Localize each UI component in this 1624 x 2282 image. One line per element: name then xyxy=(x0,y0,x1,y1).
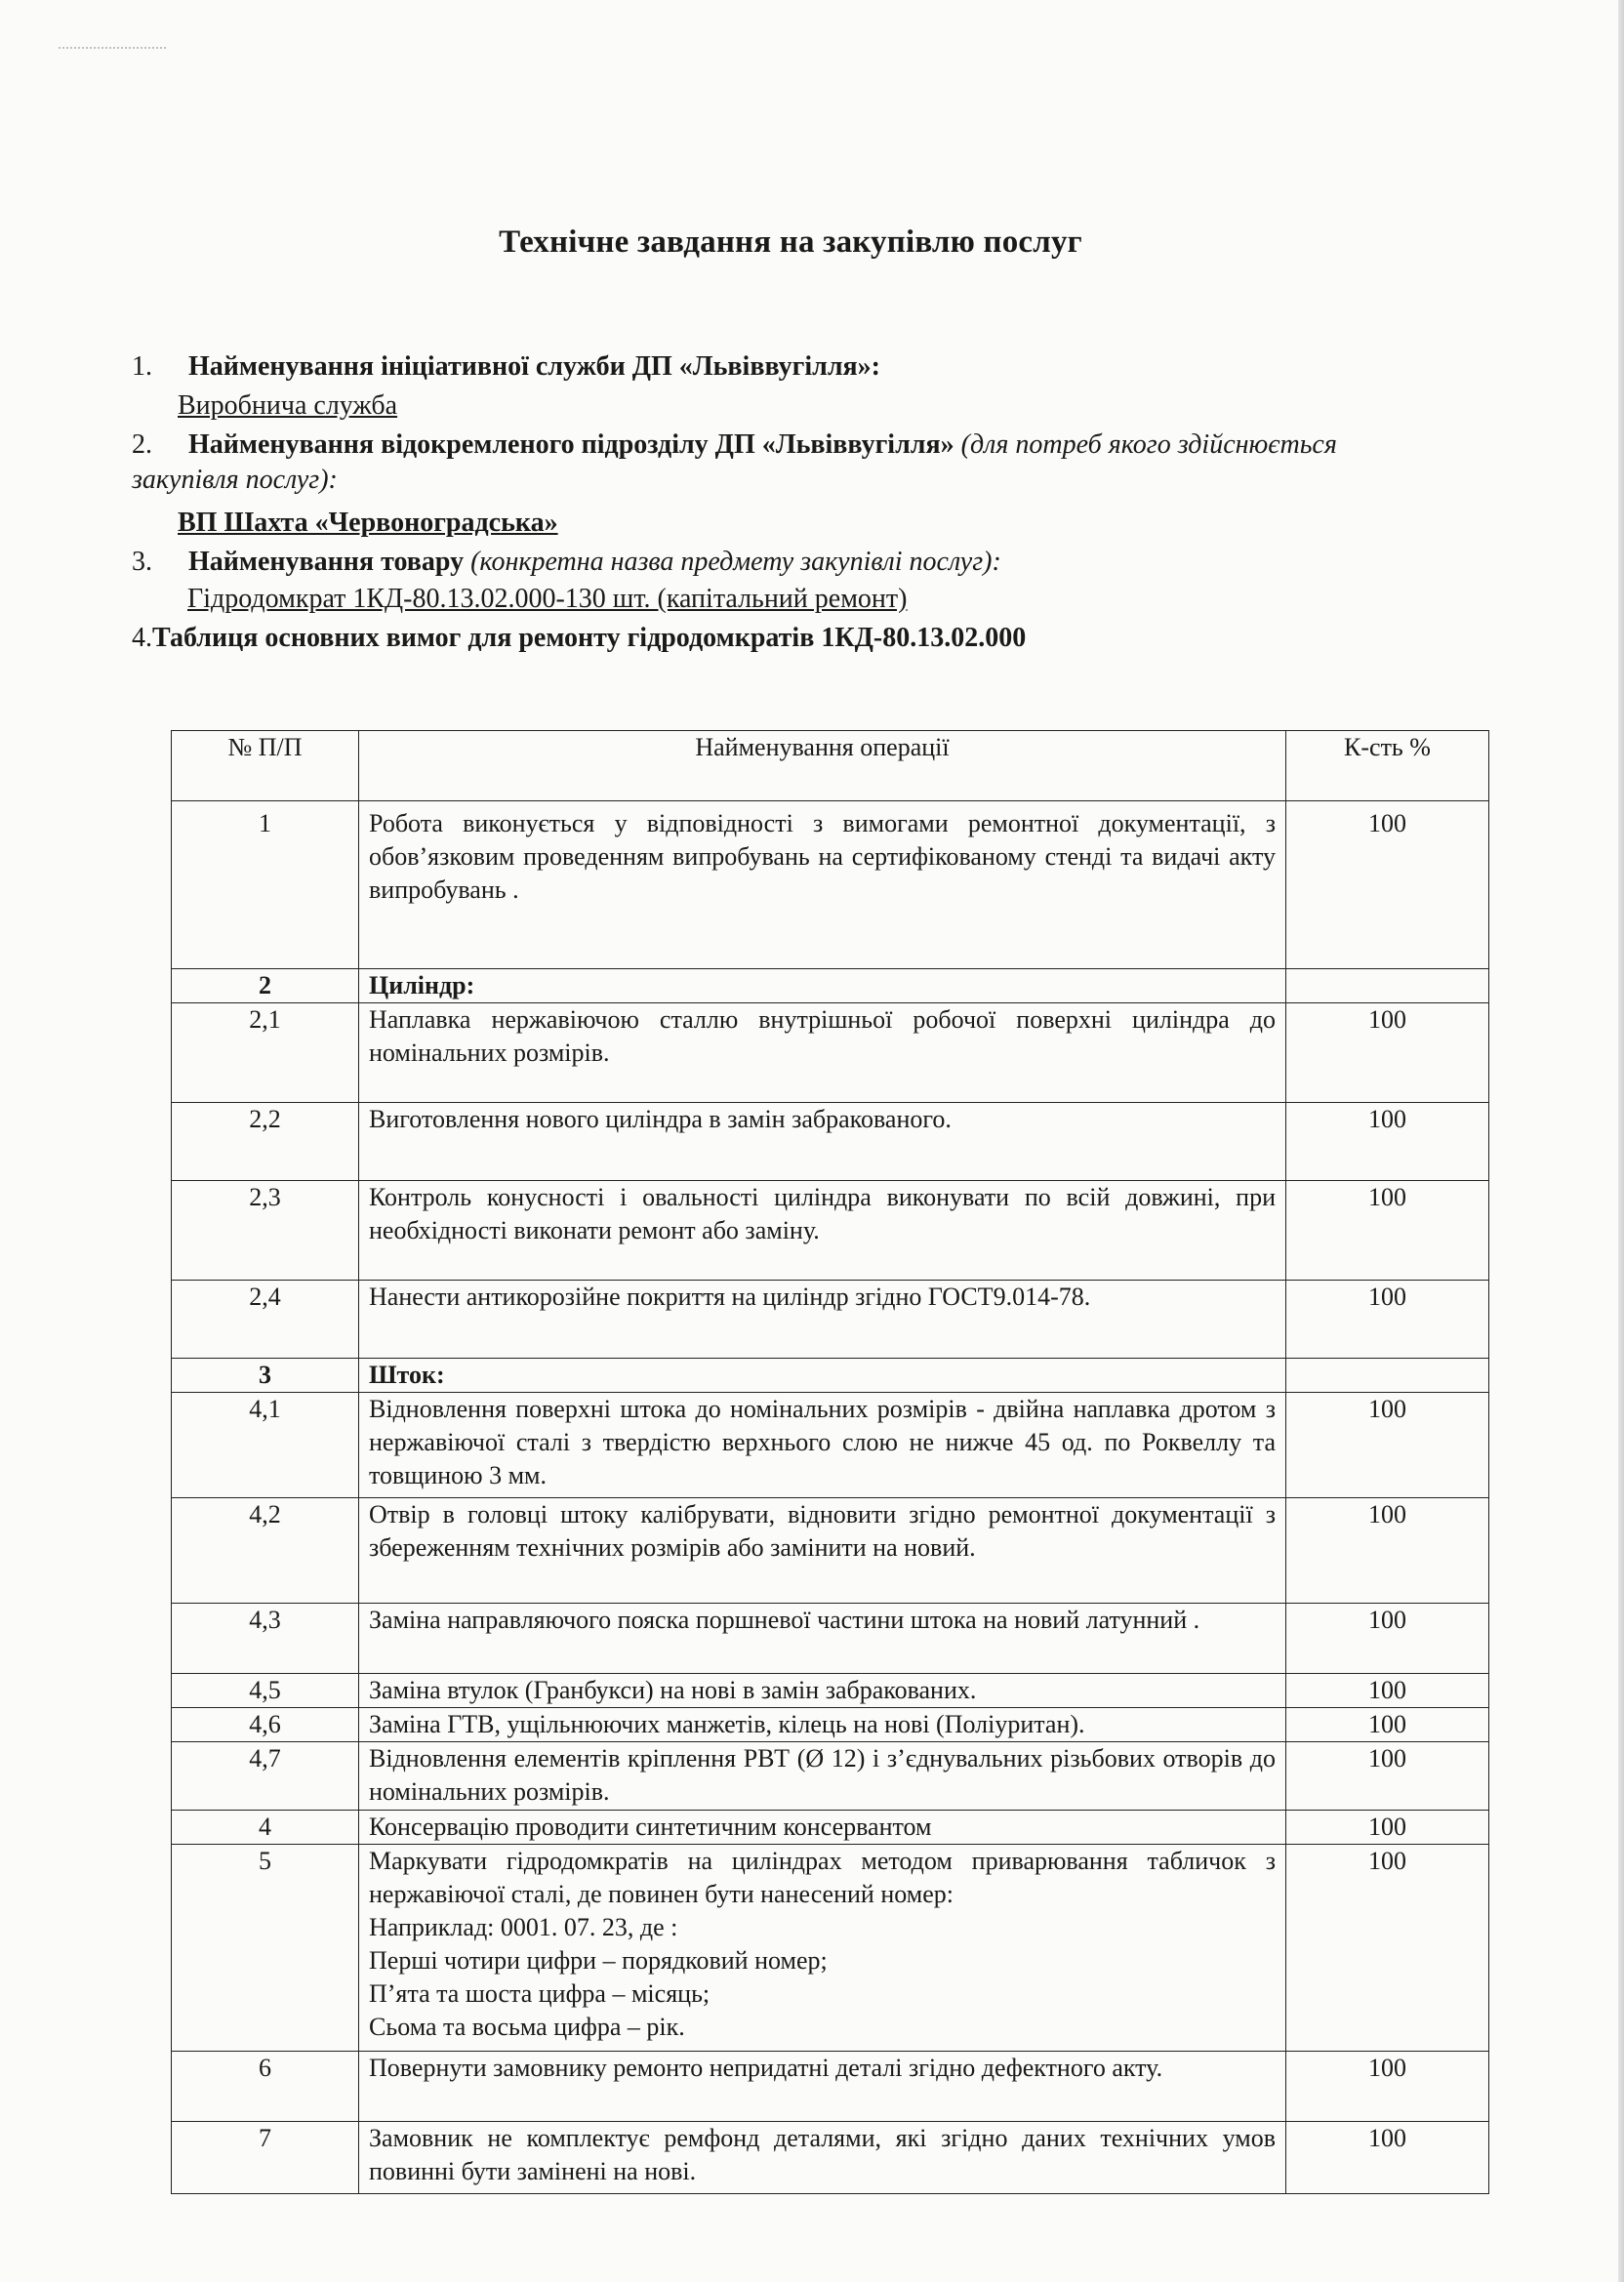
section-note: (для потреб якого здійснюється закупівля послуг): xyxy=(132,429,1337,495)
section-note: (конкретна назва предмету закупівлі послуг): xyxy=(470,547,1001,577)
row-quantity: 100 xyxy=(1286,1742,1489,1811)
section-2 xyxy=(132,428,1371,498)
row-number: 2,4 xyxy=(172,1281,359,1359)
section-1 xyxy=(132,349,1401,385)
row-number: 4,7 xyxy=(172,1742,359,1811)
row-operation: Наплавка нержавіючою сталлю внутрішньої робочої поверхні циліндра до номінальних розмірів. xyxy=(359,1003,1286,1103)
section-number: 3. xyxy=(132,547,152,577)
row-number: 1 xyxy=(172,801,359,969)
row-operation: Шток: xyxy=(359,1359,1286,1393)
section-3 xyxy=(132,545,1401,580)
section-1-value: Виробнича служба xyxy=(178,390,398,421)
requirements-table xyxy=(171,730,1489,2194)
row-quantity: 100 xyxy=(1286,1003,1489,1103)
table-header-row xyxy=(172,731,1489,801)
row-quantity: 100 xyxy=(1286,1845,1489,2052)
row-quantity: 100 xyxy=(1286,2052,1489,2122)
row-quantity: 100 xyxy=(1286,1674,1489,1708)
header-operation: Найменування операції xyxy=(359,731,1286,801)
section-number: 2. xyxy=(132,429,152,460)
row-number: 4,2 xyxy=(172,1498,359,1604)
row-quantity: 100 xyxy=(1286,1604,1489,1674)
row-number: 6 xyxy=(172,2052,359,2122)
table-row xyxy=(172,1674,1489,1708)
row-number: 2,3 xyxy=(172,1181,359,1281)
row-quantity: 100 xyxy=(1286,1498,1489,1604)
table-row xyxy=(172,1742,1489,1811)
section-label: Найменування товару xyxy=(188,547,465,577)
table-row xyxy=(172,1811,1489,1845)
document-title: Технічне завдання на закупівлю послуг xyxy=(499,224,1082,260)
row-number: 7 xyxy=(172,2122,359,2194)
row-number: 4 xyxy=(172,1811,359,1845)
row-quantity: 100 xyxy=(1286,1181,1489,1281)
header-number: № П/П xyxy=(172,731,359,801)
table-row xyxy=(172,2052,1489,2122)
section-2-value: ВП Шахта «Червоноградська» xyxy=(178,508,558,538)
table-row xyxy=(172,1845,1489,2052)
row-operation: Маркувати гідродомкратів на циліндрах методом приварювання табличок з нержавіючої сталі, де повинен бути нанесений номер: Наприклад: 0001. 07. 23, де : Перші чотири цифри – порядковий номер; П’ята та шоста цифра – місяць; Сьома та восьма цифра – рік. xyxy=(359,1845,1286,2052)
section-3-value: Гідродомкрат 1КД-80.13.02.000-130 шт. (капітальний ремонт) xyxy=(187,584,908,614)
section-number: 1. xyxy=(132,351,152,382)
row-operation: Циліндр: xyxy=(359,969,1286,1003)
header-quantity: К-сть % xyxy=(1286,731,1489,801)
row-operation: Контроль конусності і овальності циліндра виконувати по всій довжині, при необхідності виконати ремонт або заміну. xyxy=(359,1181,1286,1281)
table-row xyxy=(172,1604,1489,1674)
row-number: 3 xyxy=(172,1359,359,1393)
row-number: 2,2 xyxy=(172,1103,359,1181)
table-row xyxy=(172,1498,1489,1604)
table-row xyxy=(172,1359,1489,1393)
scan-mark xyxy=(59,47,166,51)
row-operation: Відновлення поверхні штока до номінальних розмірів - двійна наплавка дротом з нержавіючої сталі з твердістю верхнього слою не нижче 45 од. по Роквеллу та товщиною 3 мм. xyxy=(359,1393,1286,1498)
row-quantity: 100 xyxy=(1286,1281,1489,1359)
row-operation: Заміна втулок (Гранбукси) на нові в замін забракованих. xyxy=(359,1674,1286,1708)
row-quantity: 100 xyxy=(1286,1811,1489,1845)
row-operation: Заміна ГТВ, ущільнюючих манжетів, кілець на нові (Поліуритан). xyxy=(359,1708,1286,1742)
row-quantity: 100 xyxy=(1286,1103,1489,1181)
row-quantity: 100 xyxy=(1286,1708,1489,1742)
row-operation: Отвір в головці штоку калібрувати, відновити згідно ремонтної документації з збереженням технічних розмірів або замінити на новий. xyxy=(359,1498,1286,1604)
row-operation: Консервацію проводити синтетичним консервантом xyxy=(359,1811,1286,1845)
row-number: 4,6 xyxy=(172,1708,359,1742)
section-label: Найменування відокремленого підрозділу ДП «Львіввугілля» xyxy=(188,429,954,460)
row-number: 2,1 xyxy=(172,1003,359,1103)
row-number: 4,5 xyxy=(172,1674,359,1708)
row-operation: Робота виконується у відповідності з вимогами ремонтної документації, з обов’язковим проведенням випробувань на сертифікованому стенді та видачі акту випробувань . xyxy=(359,801,1286,969)
row-operation: Повернути замовнику ремонто непридатні деталі згідно дефектного акту. xyxy=(359,2052,1286,2122)
table-row xyxy=(172,1103,1489,1181)
section-4 xyxy=(132,621,1401,656)
table-row xyxy=(172,1393,1489,1498)
row-quantity: 100 xyxy=(1286,2122,1489,2194)
table-row xyxy=(172,2122,1489,2194)
row-operation: Виготовлення нового циліндра в замін забракованого. xyxy=(359,1103,1286,1181)
row-number: 2 xyxy=(172,969,359,1003)
row-number: 4,3 xyxy=(172,1604,359,1674)
section-label: Таблиця основних вимог для ремонту гідродомкратів 1КД-80.13.02.000 xyxy=(152,623,1027,653)
row-operation: Відновлення елементів кріплення РВТ (Ø 12) і з’єднувальних різьбових отворів до номінальних розмірів. xyxy=(359,1742,1286,1811)
row-number: 5 xyxy=(172,1845,359,2052)
row-operation: Замовник не комплектує ремфонд деталями, які згідно даних технічних умов повинні бути замінені на нові. xyxy=(359,2122,1286,2194)
table-row xyxy=(172,801,1489,969)
row-operation: Заміна направляючого пояска поршневої частини штока на новий латунний . xyxy=(359,1604,1286,1674)
row-number: 4,1 xyxy=(172,1393,359,1498)
table-row xyxy=(172,1281,1489,1359)
row-quantity: 100 xyxy=(1286,1393,1489,1498)
table-row xyxy=(172,1003,1489,1103)
row-quantity xyxy=(1286,969,1489,1003)
table-row xyxy=(172,1708,1489,1742)
section-label: Найменування ініціативної служби ДП «Львіввугілля»: xyxy=(188,351,880,382)
section-number: 4. xyxy=(132,623,152,653)
table-row xyxy=(172,1181,1489,1281)
row-quantity: 100 xyxy=(1286,801,1489,969)
row-quantity xyxy=(1286,1359,1489,1393)
scan-edge xyxy=(1618,0,1624,2282)
row-operation: Нанести антикорозійне покриття на циліндр згідно ГОСТ9.014-78. xyxy=(359,1281,1286,1359)
table-row xyxy=(172,969,1489,1003)
